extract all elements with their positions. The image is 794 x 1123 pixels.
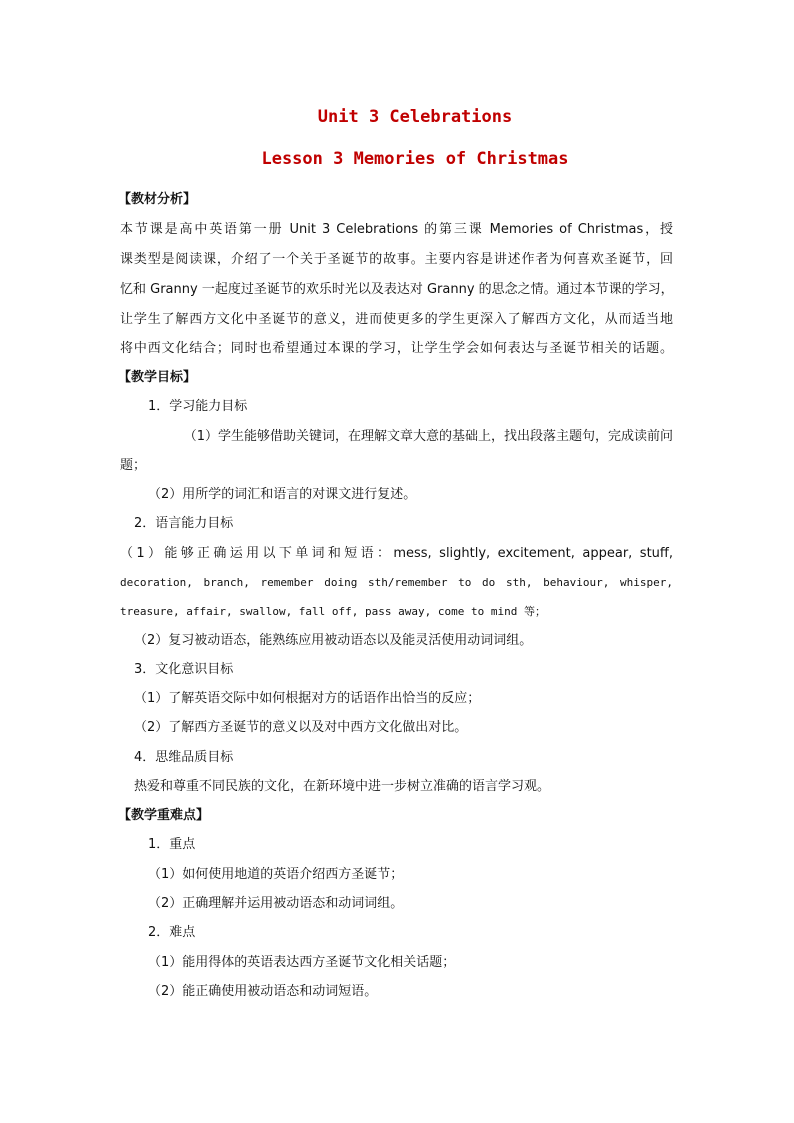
objective-1-a-line-1: （1）学生能够借助关键词，在理解文章大意的基础上，找出段落主题句，完成读前问 — [183, 429, 673, 444]
objective-3-b: （2）了解西方圣诞节的意义以及对中西方文化做出对比。 — [134, 720, 468, 735]
objective-1-b: （2）用所学的词汇和语言的对课文进行复述。 — [148, 487, 417, 502]
objective-4-a: 热爱和尊重不同民族的文化，在新环境中进一步树立准确的语言学习观。 — [134, 779, 551, 794]
difficulties-title: 2．难点 — [148, 925, 196, 940]
objective-1-title: 1．学习能力目标 — [148, 399, 248, 414]
section-heading-objectives: 【教学目标】 — [118, 370, 197, 385]
objective-2-a-line-1: （1）能够正确运用以下单词和短语：mess, slightly, excitement, appear, stuff, — [120, 546, 673, 561]
section-heading-key-points: 【教学重难点】 — [118, 808, 210, 823]
section-heading-analysis: 【教材分析】 — [118, 192, 197, 207]
key-points-title: 1．重点 — [148, 837, 196, 852]
objective-2-a-line-3: treasure, affair, swallow, fall off, pass away, come to mind 等； — [120, 605, 546, 618]
objective-2-b: （2）复习被动语态，能熟练应用被动语态以及能灵活使用动词词组。 — [134, 633, 533, 648]
analysis-line-2: 课类型是阅读课，介绍了一个关于圣诞节的故事。主要内容是讲述作者为何喜欢圣诞节，回 — [120, 252, 673, 267]
key-point-a: （1）如何使用地道的英语介绍西方圣诞节； — [148, 867, 404, 882]
key-point-b: （2）正确理解并运用被动语态和动词词组。 — [148, 896, 404, 911]
analysis-line-5: 将中西文化结合；同时也希望通过本课的学习，让学生学会如何表达与圣诞节相关的话题。 — [120, 341, 673, 356]
difficulty-a: （1）能用得体的英语表达西方圣诞节文化相关话题； — [148, 955, 456, 970]
analysis-line-1: 本节课是高中英语第一册 Unit 3 Celebrations 的第三课 Memories of Christmas，授 — [120, 222, 673, 237]
analysis-line-4: 让学生了解西方文化中圣诞节的意义，进而使更多的学生更深入了解西方文化，从而适当地 — [120, 312, 673, 327]
objective-2-a-line-2: decoration, branch, remember doing sth/remember to do sth, behaviour, whisper, — [120, 576, 673, 589]
document-title: Unit 3 Celebrations — [317, 107, 513, 127]
analysis-line-3: 忆和 Granny 一起度过圣诞节的欢乐时光以及表达对 Granny 的思念之情。通过本节课的学习， — [120, 282, 674, 297]
objective-3-title: 3．文化意识目标 — [134, 662, 234, 677]
objective-2-title: 2．语言能力目标 — [134, 516, 234, 531]
objective-4-title: 4．思维品质目标 — [134, 750, 234, 765]
document-subtitle: Lesson 3 Memories of Christmas — [261, 149, 569, 169]
difficulty-b: （2）能正确使用被动语态和动词短语。 — [148, 984, 378, 999]
objective-3-a: （1）了解英语交际中如何根据对方的话语作出恰当的反应； — [134, 691, 481, 706]
objective-1-a-line-2: 题； — [120, 458, 147, 473]
